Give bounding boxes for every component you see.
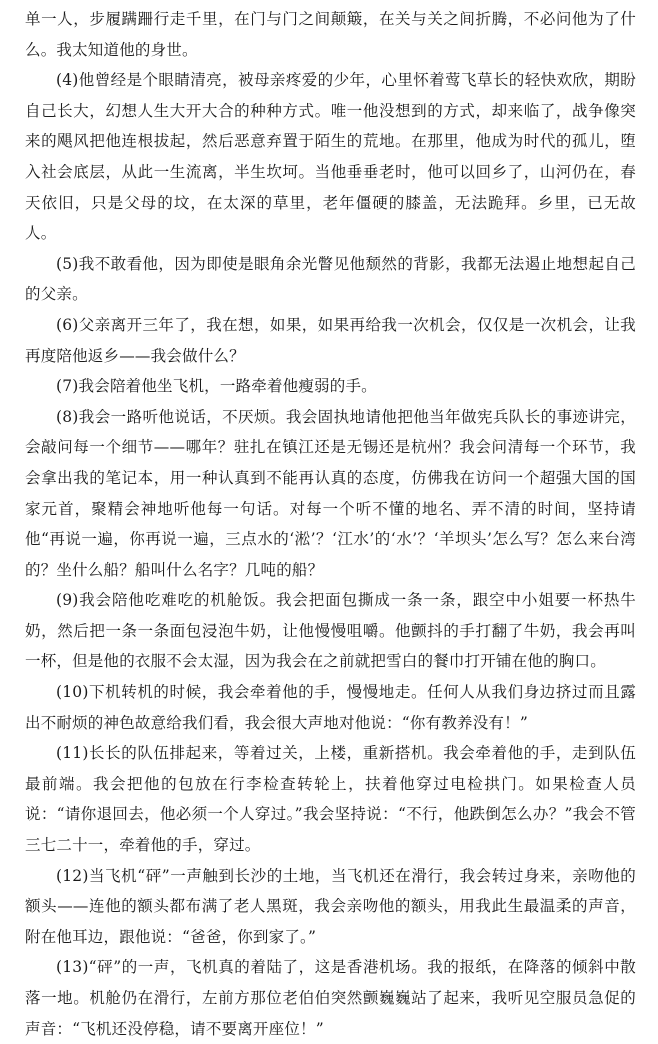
paragraph-continued: 单一人，步履蹒跚行走千里，在门与门之间颠簸，在关与关之间折腾，不必问他为了什么。我太知道他的身世。	[25, 10, 636, 59]
paragraph-8: (8)我会一路听他说话，不厌烦。我会固执地请他把他当年做宪兵队长的事迹讲完，会敲问每一个细节——哪年？驻扎在镇江还是无锡还是杭州？我会问清每一个环节，我会拿出我的笔记本，用一种认真到不能再认真的态度，仿佛我在访问一个超强大国的国家元首，聚精会神地听他每一句话。对每一个听不懂的地名、弄不清的时间，坚持请他“再说一遍，你再说一遍，三点水的‘淞’？‘江水’的‘水’？‘羊坝头’怎么写？怎么来台湾的？坐什么船？船叫什么名字？几吨的船？	[25, 407, 636, 579]
paragraph-12: (12)当飞机“砰”一声触到长沙的土地，当飞机还在滑行，我会转过身来，亲吻他的额头——连他的额头都布满了老人黑斑，我会亲吻他的额头，用我此生最温柔的声音，附在他耳边，跟他说：“爸爸，你到家了。”	[25, 866, 636, 946]
paragraph-13: (13)“砰”的一声，飞机真的着陆了，这是香港机场。我的报纸，在降落的倾斜中散落一地。机舱仍在滑行，左前方那位老伯伯突然颤巍巍站了起来，我听见空服员急促的声音：“飞机还没停稳，请不要离开座位！”	[25, 958, 636, 1038]
paragraph-7: (7)我会陪着他坐飞机，一路牵着他瘦弱的手。	[56, 377, 377, 396]
paragraph-6: (6)父亲离开三年了，我在想，如果，如果再给我一次机会，仅仅是一次机会，让我再度陪他返乡——我会做什么？	[25, 315, 636, 365]
paragraph-4: (4)他曾经是个眼睛清亮，被母亲疼爱的少年，心里怀着莺飞草长的轻快欢欣，期盼自己长大，幻想人生大开大合的种种方式。唯一他没想到的方式，却来临了，战争像突来的飓风把他连根拔起，然后恶意弃置于陌生的荒地。在那里，他成为时代的孤儿，堕入社会底层，从此一生流离，半生坎坷。当他垂垂老时，他可以回乡了，山河仍在，春天依旧，只是父母的坟，在太深的草里，老年僵硬的膝盖，无法跪拜。乡里，已无故人。	[25, 71, 636, 243]
paragraph-10: (10)下机转机的时候，我会牵着他的手，慢慢地走。任何人从我们身边挤过而且露出不耐烦的神色故意给我们看，我会很大声地对他说：“你有教养没有！”	[25, 683, 636, 732]
paragraph-11: (11)长长的队伍排起来，等着过关，上楼，重新搭机。我会牵着他的手，走到队伍最前端。我会把他的包放在行李检查转轮上，扶着他穿过电检拱门。如果检查人员说：“请你退回去，他必须一个人穿过。”我会坚持说：“不行，他跌倒怎么办？”我会不管三七二十一，牵着他的手，穿过。	[25, 744, 636, 855]
paragraph-5: (5)我不敢看他，因为即使是眼角余光瞥见他颓然的背影，我都无法遏止地想起自己的父亲。	[25, 254, 636, 304]
paragraph-9: (9)我会陪他吃难吃的机舱饭。我会把面包撕成一条一条，跟空中小姐要一杯热牛奶，然后把一条一条面包浸泡牛奶，让他慢慢咀嚼。他颤抖的手打翻了牛奶，我会再叫一杯，但是他的衣服不会太湿，因为我会在之前就把雪白的餐巾打开铺在他的胸口。	[25, 591, 636, 671]
